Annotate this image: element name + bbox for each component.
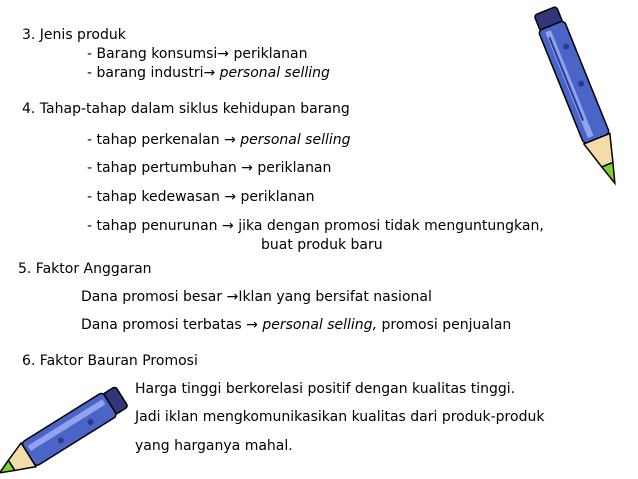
list-item [87,159,331,177]
arrow-icon: → [203,65,216,81]
paragraph-line: Jadi iklan mengkomunikasikan kualitas dari produk-produk [135,409,545,425]
arrow-icon: → [222,218,234,234]
list-item [81,316,511,334]
item-result: periklanan [252,160,332,176]
section-4-heading: 4. Tahap-tahap dalam siklus kehidupan barang [22,101,350,117]
list-item [87,64,330,82]
pen-clipart-icon [530,0,630,195]
item-result: Iklan yang bersifat nasional [238,289,432,305]
item-result: personal selling, [257,317,378,333]
item-text: - Barang konsumsi [87,46,218,62]
section-3-heading: 3. Jenis produk [22,27,126,43]
item-result: periklanan [229,46,308,62]
arrow-icon: → [224,132,236,148]
list-item [87,131,351,149]
paragraph-line: Harga tinggi berkorelasi positif dengan kualitas tinggi. [135,381,516,397]
arrow-icon: → [241,160,253,176]
arrow-icon: → [226,289,239,305]
paragraph-line: yang harganya mahal. [135,438,293,454]
list-item [87,217,544,235]
arrow-icon: → [217,46,229,62]
list-item [87,45,308,63]
item-result-rest: promosi penjualan [377,317,512,333]
item-result: personal selling [215,65,330,81]
list-item [87,188,315,206]
arrow-icon: → [246,317,258,333]
item-text: - tahap kedewasan [87,189,225,205]
list-item-continuation: buat produk baru [261,237,383,253]
pen-clipart-icon [0,385,130,479]
item-text: Dana promosi terbatas [81,317,247,333]
arrow-icon: → [224,189,237,205]
item-text: - tahap pertumbuhan [87,160,242,176]
section-5-heading: 5. Faktor Anggaran [18,261,152,277]
list-item [81,288,432,306]
item-text: - tahap perkenalan [87,132,225,148]
item-result: periklanan [236,189,315,205]
item-result: jika dengan promosi tidak menguntungkan, [233,218,544,234]
item-text: - barang industri [87,65,204,81]
item-text: Dana promosi besar [81,289,227,305]
item-result: personal selling [235,132,351,148]
section-6-heading: 6. Faktor Bauran Promosi [22,353,198,369]
item-text: - tahap penurunan [87,218,223,234]
